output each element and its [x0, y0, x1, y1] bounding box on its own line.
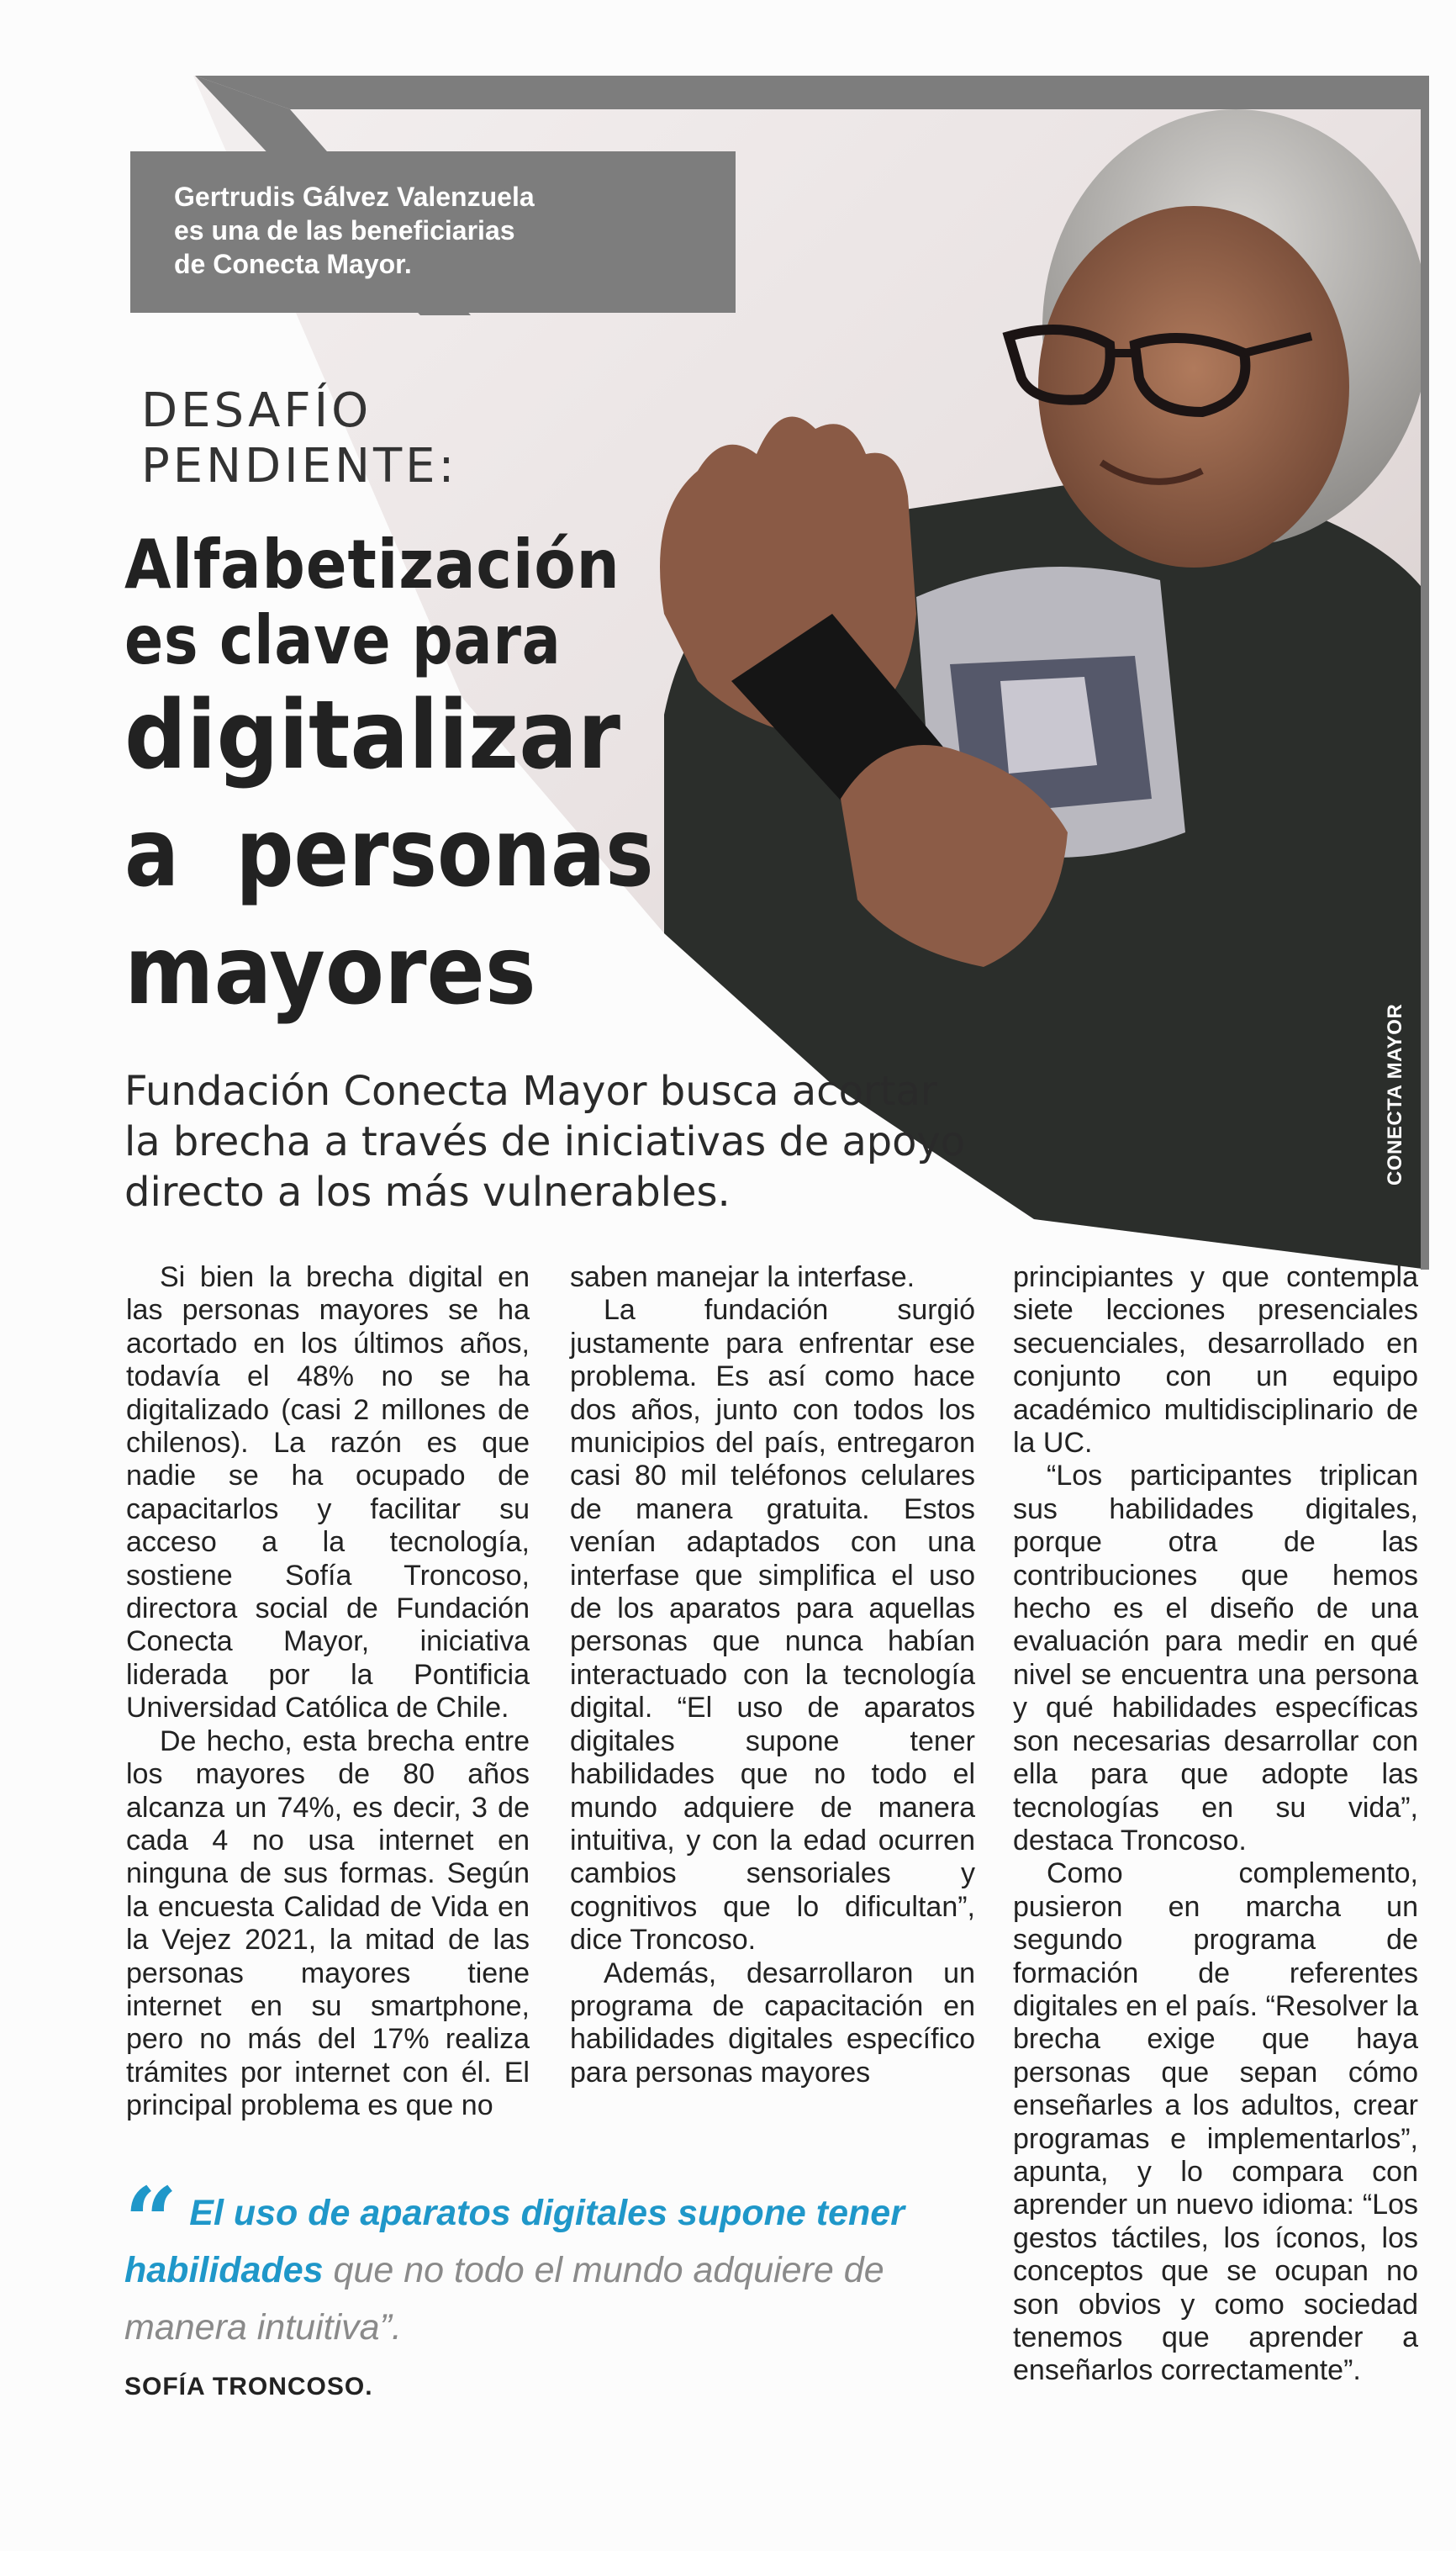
headline-line: a personas: [124, 799, 654, 908]
subheadline-line: directo a los más vulnerables.: [124, 1169, 731, 1216]
paragraph: “Los participantes triplican sus habilidades digitales, porque otra de las contribuciones que hemos hecho es el diseño de una evaluación para medir en qué nivel se encuentra una persona y qué habilidades específicas son necesarias desarrollar con ella para que adopte las tecnologías en su vida”, destaca Troncoso.: [1013, 1460, 1418, 1856]
frame-right-bar: [1421, 76, 1429, 1270]
kicker-line: DESAFÍO: [141, 383, 372, 438]
paragraph: saben manejar la interfase.: [570, 1261, 915, 1293]
quote-rest: que no todo el mundo adquiere de manera intuitiva”.: [124, 2250, 884, 2348]
caption-line: de Conecta Mayor.: [174, 249, 412, 279]
quote-mark-icon: “: [124, 2167, 178, 2275]
subheadline-line: Fundación Conecta Mayor busca acortar: [124, 1068, 937, 1115]
frame-top-bar: [195, 76, 1421, 109]
quote-highlight: El uso de aparatos digitales supone tener habilidades: [124, 2193, 905, 2290]
kicker: [141, 383, 457, 494]
body-column-3: [1013, 1261, 1418, 2388]
paragraph: principiantes y que contempla siete lecciones presenciales secuenciales, desarrollado en conjunto con un equipo académico multidisciplinario de la UC.: [1013, 1261, 1418, 1460]
paragraph: Como complemento, pusieron en marcha un segundo programa de formación de referentes digitales en el país. “Resolver la brecha exige que haya personas que sepan cómo enseñarles a los adultos, crear programas e implementarlos”, apunta, y lo compara con aprender un nuevo idioma: “Los gestos táctiles, los íconos, los conceptos que se ocupan no son obvios y como sociedad tenemos que aprender a enseñarlos correctamente”.: [1013, 1857, 1418, 2387]
headline-line: es clave para: [124, 601, 562, 679]
body-column-1: [126, 1261, 530, 2123]
paragraph: La fundación surgió justamente para enfrentar ese problema. Es así como hace dos años, junto con todos los municipios del país, entregaron casi 80 mil teléfonos celulares de manera gratuita. Estos venían adaptados con una interfase que simplifica el uso de los aparatos para aquellas personas que nunca habían interactuado con la tecnología digital. “El uso de aparatos digitales supone tener habilidades que no todo el mundo adquiere de manera intuitiva, y con la edad ocurren cambios sensoriales y cognitivos que lo dificultan”, dice Troncoso.: [570, 1294, 975, 1957]
kicker-line: PENDIENTE:: [141, 439, 458, 494]
paragraph: Si bien la brecha digital en las personas mayores se ha acortado en los últimos años, todavía el 48% no se ha digitalizado (casi 2 millones de chilenos). La razón es que nadie se ha ocupado de capacitarlos y facilitar su acceso a la tecnología, sostiene Sofía Troncoso, directora social de Fundación Conecta Mayor, iniciativa liderada por la Pontificia Universidad Católica de Chile.: [126, 1261, 530, 1724]
photo-credit: CONECTA MAYOR: [1384, 1003, 1406, 1186]
paragraph: Además, desarrollaron un programa de capacitación en habilidades digitales específico para personas mayores: [570, 1957, 975, 2089]
subheadline: [124, 1066, 990, 1217]
photo-caption: [130, 151, 736, 313]
headline-line: mayores: [124, 916, 536, 1026]
caption-line: Gertrudis Gálvez Valenzuela: [174, 182, 535, 212]
headline-line: Alfabetización: [124, 526, 620, 604]
pull-quote: [124, 2167, 982, 2356]
paragraph: De hecho, esta brecha entre los mayores de 80 años alcanza un 74%, es decir, 3 de cada 4 no usa internet en ninguna de sus formas. Según la encuesta Calidad de Vida en la Vejez 2021, la mitad de las personas mayores tiene internet en su smartphone, pero no más del 17% realiza trámites por internet con él. El principal problema es que no: [126, 1724, 530, 2122]
caption-line: es una de las beneficiarias: [174, 215, 515, 246]
quote-author: SOFÍA TRONCOSO.: [124, 2373, 373, 2400]
body-column-2: [570, 1261, 975, 2089]
subheadline-line: la brecha a través de iniciativas de apoyo: [124, 1118, 966, 1165]
headline-line: digitalizar: [124, 681, 621, 790]
